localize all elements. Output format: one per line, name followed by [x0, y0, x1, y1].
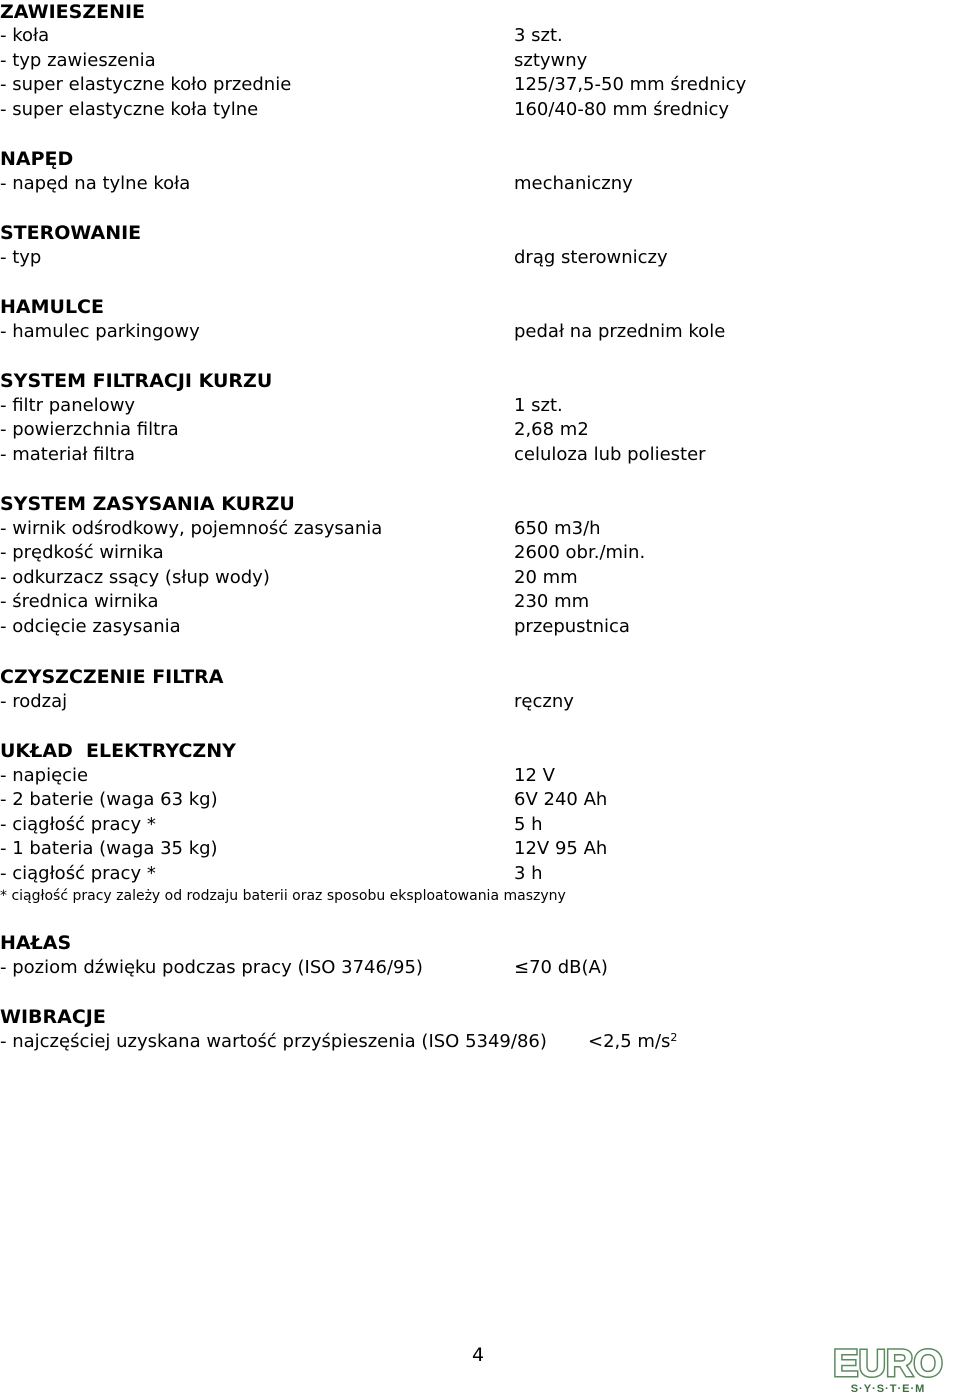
spec-label: - napięcie [0, 765, 89, 786]
spec-label: - napęd na tylne koła [0, 173, 191, 194]
spec-label: - ciągłość pracy * [0, 863, 156, 884]
logo-brand-bottom: S·Y·S·T·E·M [850, 1383, 926, 1395]
spec-value: 6V 240 Ah [514, 789, 608, 810]
section-heading: SYSTEM ZASYSANIA KURZU [0, 493, 295, 515]
spec-value: celuloza lub poliester [514, 444, 706, 465]
spec-value [588, 1030, 677, 1054]
value-superscript: 2 [670, 1031, 678, 1044]
spec-label: - średnica wirnika [0, 591, 159, 612]
spec-value: mechaniczny [514, 173, 633, 194]
spec-value: 1 szt. [514, 395, 563, 416]
spec-label: - typ zawieszenia [0, 50, 156, 71]
page-number: 4 [472, 1344, 485, 1366]
spec-value: 12V 95 Ah [514, 838, 608, 859]
spec-value: ≤70 dB(A) [514, 957, 608, 978]
footnote: * ciągłość pracy zależy od rodzaju baterii oraz sposobu eksploatowania maszyny [0, 888, 566, 904]
spec-label: - powierzchnia filtra [0, 419, 179, 440]
section-heading: CZYSZCZENIE FILTRA [0, 666, 224, 688]
section-heading: ZAWIESZENIE [0, 1, 146, 23]
logo-brand-top: EURO [833, 1343, 943, 1385]
spec-value: 3 szt. [514, 25, 563, 46]
euro-system-logo [823, 1340, 953, 1396]
section-heading: UKŁAD ELEKTRYCZNY [0, 740, 236, 762]
spec-label: - najczęściej uzyskana wartość przyśpieszenia (ISO 5349/86) [0, 1031, 547, 1052]
spec-label: - odcięcie zasysania [0, 616, 181, 637]
spec-label: - super elastyczne koła tylne [0, 99, 259, 120]
spec-value: 20 mm [514, 567, 578, 588]
spec-value: przepustnica [514, 616, 630, 637]
spec-label: - prędkość wirnika [0, 542, 164, 563]
spec-value: 12 V [514, 765, 555, 786]
spec-label: - wirnik odśrodkowy, pojemność zasysania [0, 518, 383, 539]
spec-label: - hamulec parkingowy [0, 321, 200, 342]
spec-label: - 1 bateria (waga 35 kg) [0, 838, 218, 859]
section-heading: STEROWANIE [0, 222, 142, 244]
section-heading: WIBRACJE [0, 1006, 106, 1028]
spec-value: 5 h [514, 814, 543, 835]
spec-label: - typ [0, 247, 42, 268]
spec-label: - odkurzacz ssący (słup wody) [0, 567, 270, 588]
spec-label: - super elastyczne koło przednie [0, 74, 292, 95]
spec-label: - poziom dźwięku podczas pracy (ISO 3746/95) [0, 957, 423, 978]
spec-label: - filtr panelowy [0, 395, 136, 416]
spec-label: - 2 baterie (waga 63 kg) [0, 789, 218, 810]
spec-value: 650 m3/h [514, 518, 601, 539]
spec-value: pedał na przednim kole [514, 321, 726, 342]
spec-label: - rodzaj [0, 691, 68, 712]
spec-value: 160/40-80 mm średnicy [514, 99, 730, 120]
spec-value: sztywny [514, 50, 588, 71]
spec-value: 2,68 m2 [514, 419, 589, 440]
section-heading: HAŁAS [0, 932, 72, 954]
spec-value: 2600 obr./min. [514, 542, 646, 563]
value-text: <2,5 m/s [588, 1031, 671, 1052]
section-heading: NAPĘD [0, 148, 74, 170]
spec-label: - materiał filtra [0, 444, 136, 465]
section-heading: SYSTEM FILTRACJI KURZU [0, 370, 273, 392]
spec-label: - koła [0, 25, 50, 46]
spec-label: - ciągłość pracy * [0, 814, 156, 835]
spec-value: 230 mm [514, 591, 590, 612]
spec-value: drąg sterowniczy [514, 247, 668, 268]
section-heading: HAMULCE [0, 296, 104, 318]
spec-value: ręczny [514, 691, 574, 712]
spec-value: 3 h [514, 863, 543, 884]
spec-value: 125/37,5-50 mm średnicy [514, 74, 747, 95]
